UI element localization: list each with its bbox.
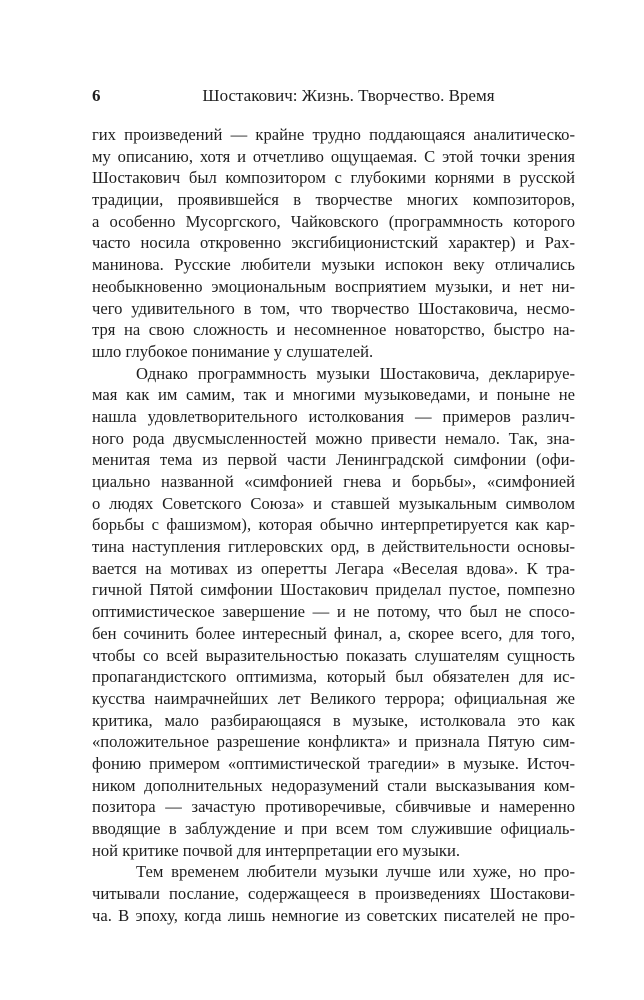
text-line: вается на мотивах из оперетты Легара «Веселая вдова». К тра- (92, 558, 575, 578)
text-line: нашла удовлетворительного истолкования — примеров различ- (92, 406, 575, 426)
text-line: Однако программность музыки Шостаковича, декларируе- (136, 363, 575, 383)
running-title: Шостакович: Жизнь. Творчество. Время (202, 86, 495, 105)
text-line: манинова. Русские любители музыки испокон веку отличались (92, 255, 575, 275)
text-line: ча. В эпоху, когда лишь немногие из советских писателей не про- (92, 905, 575, 925)
text-line: традиции, проявившейся в творчестве многих композиторов, (92, 190, 575, 210)
paragraph (92, 861, 575, 926)
text-line: «положительное разрешение конфликта» и признала Пятую сим- (92, 732, 575, 752)
text-line: кусства наимрачнейших лет Великого террора; официальная же (92, 688, 575, 708)
body-text (92, 124, 575, 926)
text-line: Шостакович был композитором с глубокими корнями в русской (92, 168, 575, 188)
text-line: а особенно Мусоргского, Чайковского (программность которого (92, 211, 575, 231)
text-line: о людях Советского Союза» и ставшей музыкальным символом (92, 493, 575, 513)
text-line: критика, мало разбирающаяся в музыке, истолковала это как (92, 710, 575, 730)
text-line: Тем временем любители музыки лучше или хуже, но про- (136, 862, 575, 882)
paragraph (92, 124, 575, 363)
text-line: тина наступления гитлеровских орд, в действительности основы- (92, 537, 575, 557)
text-line: ной критике почвой для интерпретации его музыки. (92, 840, 461, 860)
text-line: оптимистическое завершение — и не потому, что был не спосо- (92, 602, 575, 622)
text-line: шло глубокое понимание у слушателей. (92, 341, 374, 361)
page-number: 6 (92, 86, 101, 105)
text-line: му описанию, хотя и отчетливо ощущаемая. С этой точки зрения (92, 146, 575, 166)
text-line: часто носила откровенно эксгибиционистский характер) и Рах- (92, 233, 575, 253)
text-line: гичной Пятой симфонии Шостакович приделал пустое, помпезно (92, 580, 575, 600)
text-line: позитора — зачастую противоречивые, сбивчивые и намеренно (92, 797, 575, 817)
text-line: ником дополнительных недоразумений стали высказывания ком- (92, 775, 575, 795)
text-line: читывали послание, содержащееся в произведениях Шостакови- (92, 884, 575, 904)
text-line: чего удивительного в том, что творчество Шостаковича, несмо- (92, 298, 575, 318)
text-line: мая как им самим, так и многими музыковедами, и поныне не (92, 385, 575, 405)
text-line: менитая тема из первой части Ленинградской симфонии (офи- (92, 450, 575, 470)
text-line: ного рода двусмысленностей можно привести немало. Так, зна- (92, 428, 575, 448)
paragraph (92, 363, 575, 862)
text-line: пропагандистского оптимизма, который был обязателен для ис- (92, 667, 575, 687)
text-line: фонию примером «оптимистической трагедии» в музыке. Источ- (92, 753, 575, 773)
text-line: гих произведений — крайне трудно поддающаяся аналитическо- (92, 125, 575, 144)
text-line: борьбы с фашизмом), которая обычно интерпретируется как кар- (92, 515, 575, 535)
text-line: вводящие в заблуждение и при всем том служившие официаль- (92, 819, 575, 838)
text-line: необыкновенно эмоциональным восприятием музыки, и нет ни- (92, 276, 575, 296)
text-line: циально названной «симфонией гнева и борьбы», «симфонией (92, 472, 575, 491)
text-line: чтобы со всей выразительностью показать слушателям сущность (92, 645, 575, 665)
text-line: тря на свою сложность и несомненное новаторство, быстро на- (92, 320, 575, 340)
text-line: бен сочинить более интересный финал, а, скорее всего, для того, (92, 623, 575, 643)
running-header (92, 86, 575, 110)
